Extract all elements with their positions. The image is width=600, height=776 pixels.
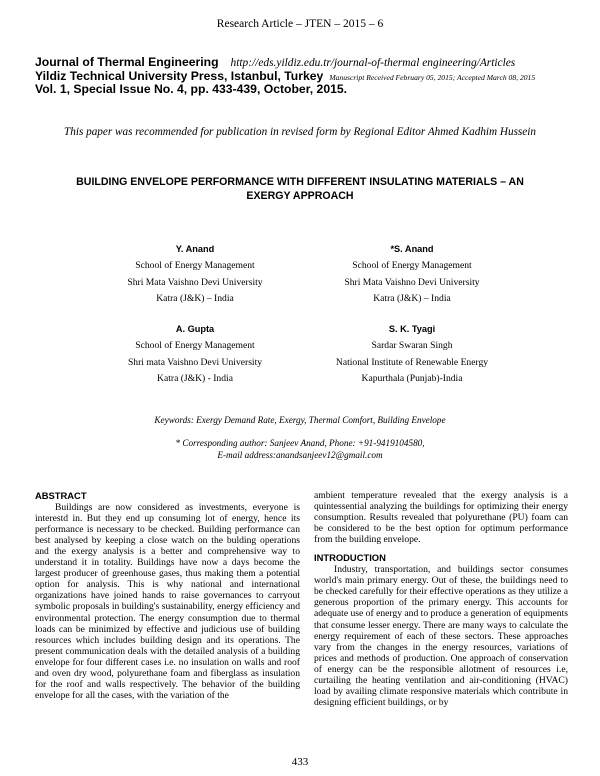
author-institution: Shri Mata Vaishno Devi University (127, 276, 263, 288)
left-column (35, 490, 300, 701)
author-dept: School of Energy Management (135, 259, 255, 271)
author-name: *S. Anand (390, 244, 434, 254)
recommendation-note: This paper was recommended for publication in revised form by Regional Editor Ahmed Kadhim Hussein (64, 126, 536, 138)
abstract-continuation: ambient temperature revealed that the exergy analysis is a quintessential analyzing the buildings for optimizing their energy consumption. Results revealed that polyurethane (PU) foam can be considered to be the best option for optimum performance from the building envelope. (314, 490, 568, 546)
author-place: Katra (J&K) – India (373, 293, 451, 305)
publisher: Yildiz Technical University Press, Istanbul, Turkey (35, 69, 324, 83)
author-name: S. K. Tyagi (388, 324, 436, 334)
author-dept: School of Energy Management (352, 259, 472, 271)
abstract-text: Buildings are now considered as investments, everyone is interestd in. But they end up consuming lot of energy, hence its performance is necessary to be checked. Building performance can best analysed by keeping a close watch on the bulding operations and the exergy analysis is a better and comprehensive way to understand it in totality. Buildings have now a days become the largest producer of greenhouse gases, thus making them a potential option for analysis. This is why national and international organizations have joined hands to raise governances to carryout symbolic proposals in building's sustainability, energy efficiency and environmental protection. The energy consumption due to thermal loads can be minimized by effective and judicious use of building resources which includes building design and its operations. The present communication deals with the detailed analysis of a building envelope for four different cases i.e. no insulation on walls and roof and oven dry wood, polyurethane foam and fiberglass as insulation for the roof and walls respectively. The behavior of the building envelope for all the cases, with the variation of the (35, 502, 300, 701)
author-institution: National Institute of Renewable Energy (335, 356, 489, 368)
journal-url[interactable]: http://eds.yildiz.edu.tr/journal-of-thermal engineering/Articles (230, 57, 516, 69)
author-name: Y. Anand (175, 244, 215, 254)
running-head: Research Article – JTEN – 2015 – 6 (216, 18, 384, 30)
author-block (302, 241, 522, 308)
title-line: BUILDING ENVELOPE PERFORMANCE WITH DIFFERENT INSULATING MATERIALS – AN (76, 176, 524, 188)
author-dept: School of Energy Management (135, 339, 255, 351)
volume-info: Vol. 1, Special Issue No. 4, pp. 433-439, October, 2015. (35, 82, 348, 96)
introduction-text: Industry, transportation, and buildings sector consumes world's main primary energy. Out of these, the buildings need to be checked carefully for their effective operations as they utilize a generous proportion of the primary energy. This accounts for adequate use of energy and to produce a generation of equipments that consume lesser energy. There are many ways to calculate the energy requirement of each of these sectors. These approaches vary from the changes in the energy resources, variations of prices and methods of production. One approach of conservation of energy can be the responsible allotment of resources i.e, curtailing the heating ventilation and air-conditioning (HVAC) load by availing climate responsive materials which contribute in designing efficient buildings, or by (314, 564, 568, 708)
title-line: EXERGY APPROACH (246, 190, 354, 202)
received-date: Manuscript Received February 05, 2015; Accepted March 08, 2015 (329, 73, 536, 82)
author-place: Katra (J&K) - India (157, 373, 233, 385)
author-name: A. Gupta (175, 324, 215, 334)
author-block (302, 321, 522, 388)
author-institution: Shri Mata Vaishno Devi University (344, 276, 480, 288)
author-dept: Sardar Swaran Singh (371, 339, 453, 351)
introduction-heading: INTRODUCTION (314, 552, 386, 564)
correspondence (100, 437, 500, 461)
author-institution: Shri mata Vaishno Devi University (127, 356, 263, 368)
paper-title (60, 175, 540, 203)
corresponding-author: * Corresponding author: Sanjeev Anand, Phone: +91-9419104580, (175, 438, 425, 448)
page-number: 433 (291, 756, 309, 768)
keywords: Keywords: Exergy Demand Rate, Exergy, Thermal Comfort, Building Envelope (154, 415, 446, 425)
right-column (314, 490, 568, 708)
corresponding-email: E-mail address:anandsanjeev12@gmail.com (217, 450, 383, 460)
author-block (85, 321, 305, 388)
journal-name: Journal of Thermal Engineering (35, 55, 219, 69)
abstract-heading: ABSTRACT (35, 490, 87, 501)
author-block (85, 241, 305, 308)
author-place: Katra (J&K) – India (156, 293, 234, 305)
author-place: Kapurthala (Punjab)-India (361, 373, 463, 385)
